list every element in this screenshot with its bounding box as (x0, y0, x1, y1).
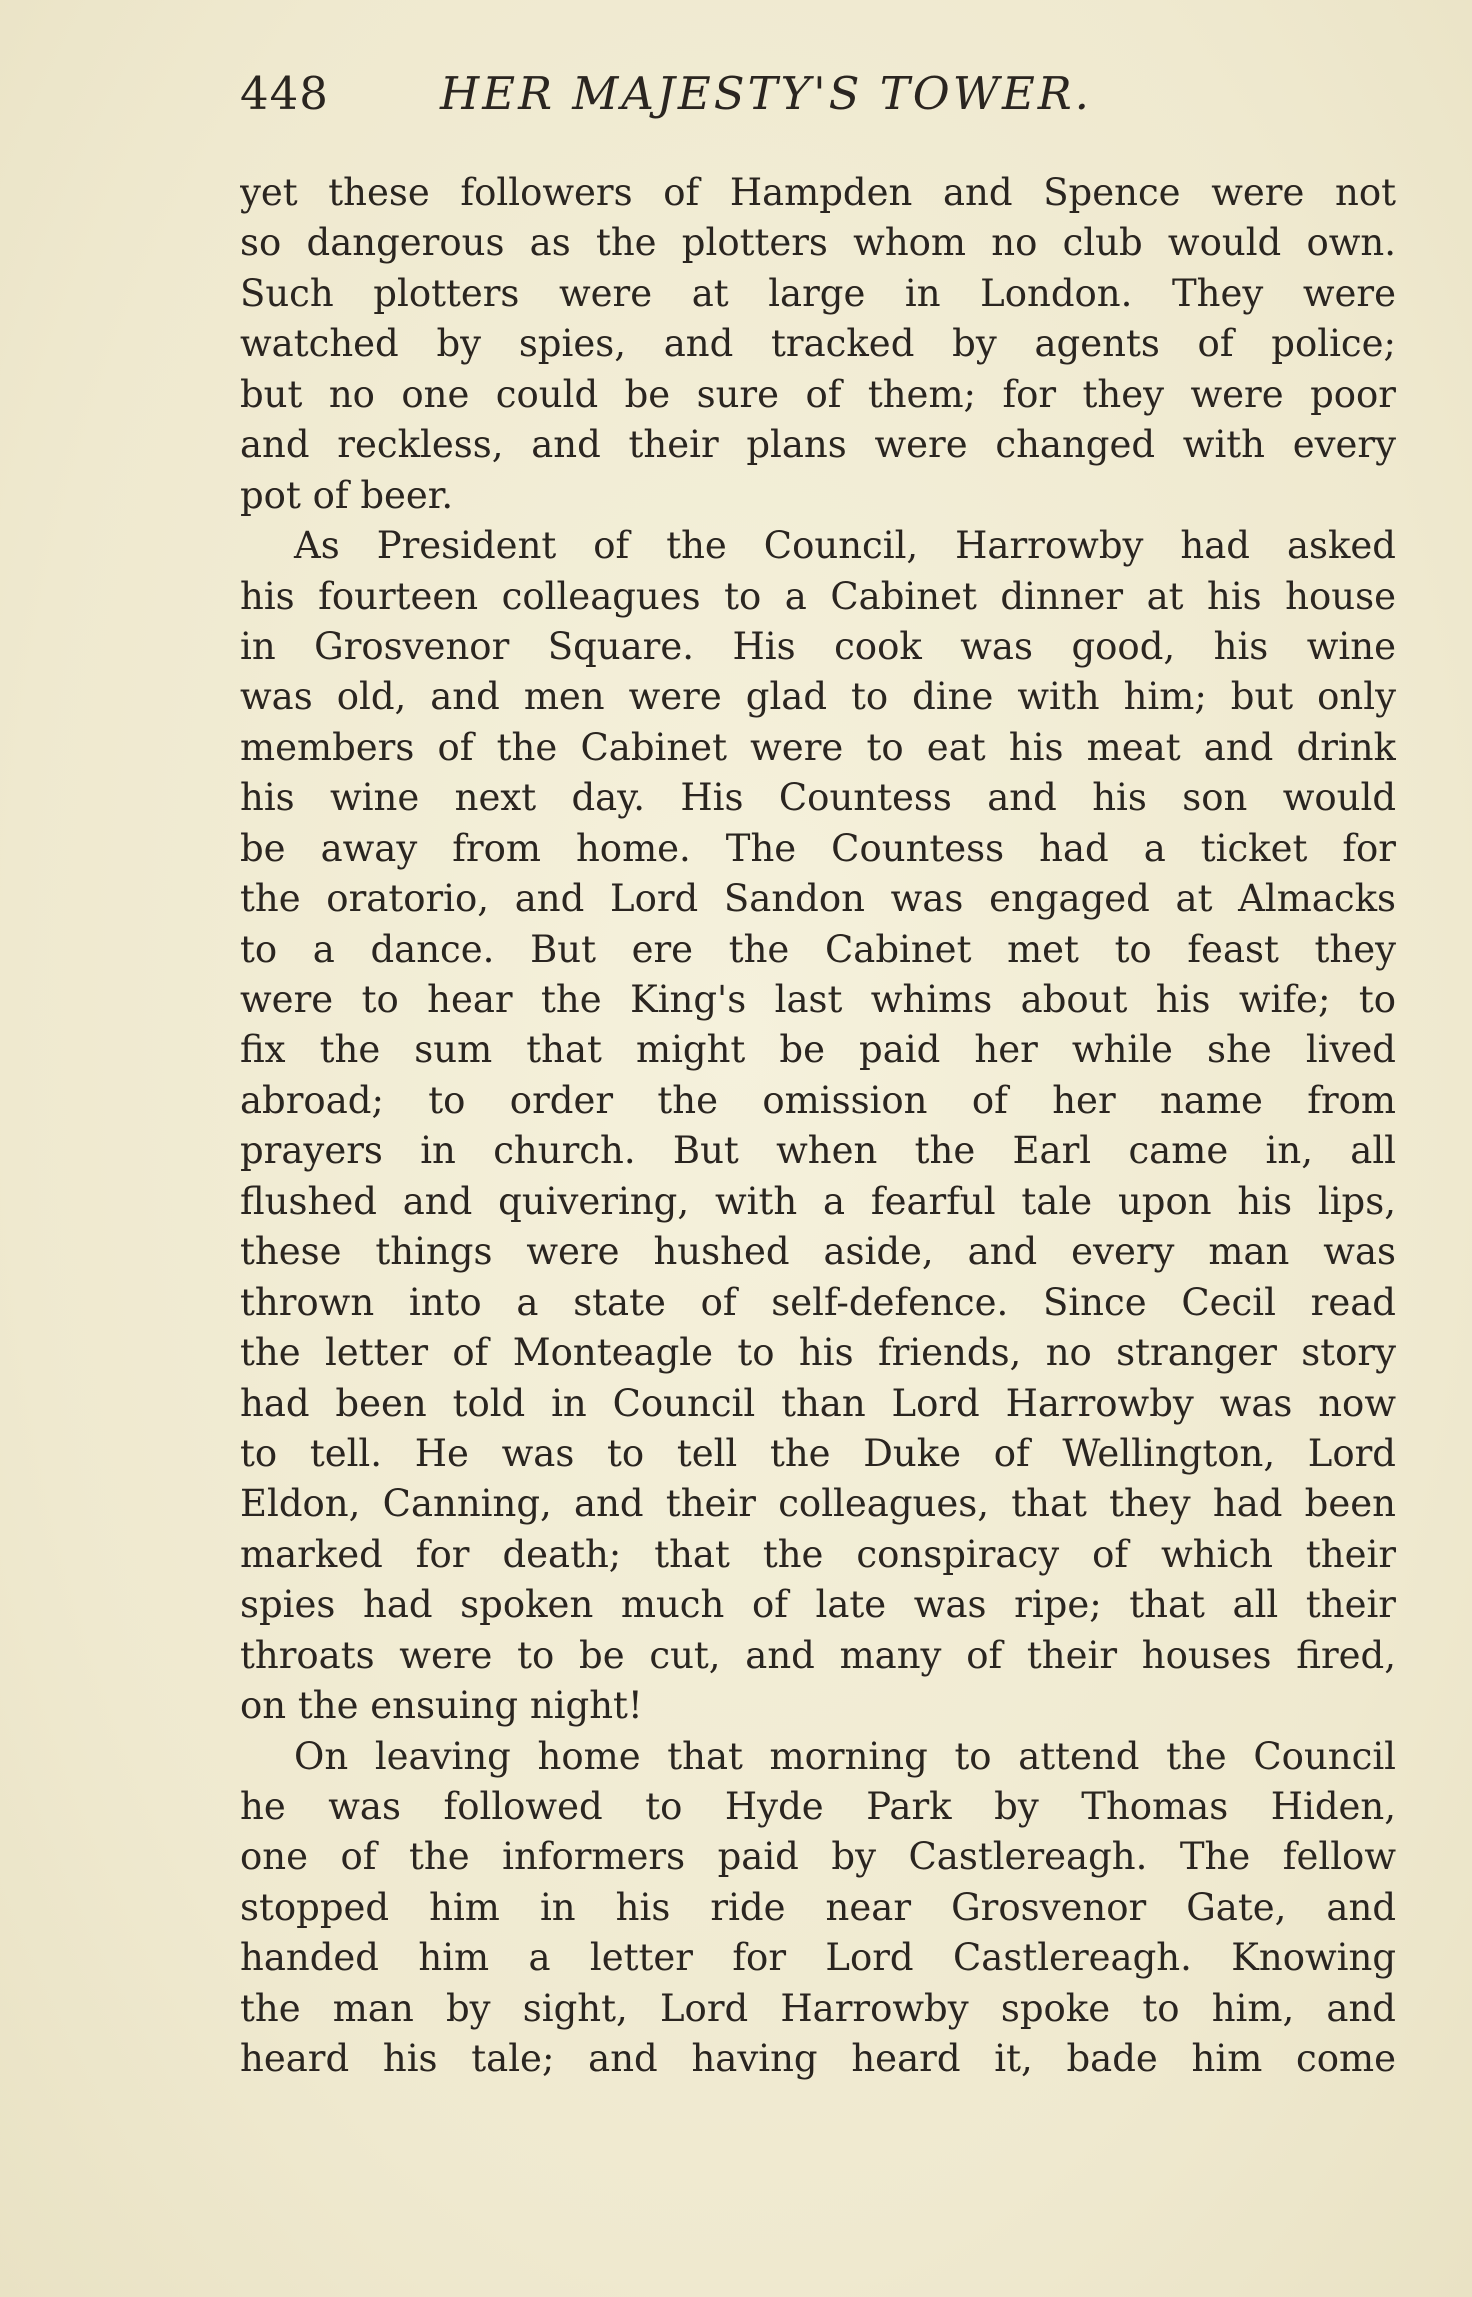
text-line: spies had spoken much of late was ripe; that all their (240, 1583, 1396, 1627)
body-text (240, 168, 1396, 2085)
text-line: the man by sight, Lord Harrowby spoke to him, and (240, 1986, 1396, 2030)
text-line: yet these followers of Hampden and Spence were not (240, 171, 1396, 214)
text-line: had been told in Council than Lord Harrowby was now (240, 1381, 1396, 1425)
text-line: were to hear the King's last whims about his wife; to (240, 978, 1396, 1021)
text-line: on the ensuing night! (240, 1684, 643, 1728)
text-line: abroad; to order the omission of her name from (240, 1078, 1396, 1122)
text-line: and reckless, and their plans were changed with every (240, 423, 1396, 467)
text-line: the oratorio, and Lord Sandon was engaged at Almacks (240, 877, 1396, 921)
page-number: 448 (240, 67, 329, 120)
text-line: thrown into a state of self-defence. Since Cecil read (240, 1280, 1396, 1324)
text-line: stopped him in his ride near Grosvenor Gate, and (240, 1885, 1396, 1929)
text-line: heard his tale; and having heard it, bade him come (240, 2037, 1396, 2081)
text-line: be away from home. The Countess had a ticket for (240, 826, 1396, 870)
text-line: to a dance. But ere the Cabinet met to feast they (240, 927, 1396, 971)
text-line: was old, and men were glad to dine with him; but only (240, 675, 1396, 719)
text-line: prayers in church. But when the Earl came in, all (240, 1129, 1396, 1173)
text-line: watched by spies, and tracked by agents of police; (240, 322, 1396, 366)
text-line: his wine next day. His Countess and his son would (240, 776, 1396, 820)
text-line: flushed and quivering, with a fearful tale upon his lips, (240, 1179, 1396, 1223)
text-line: members of the Cabinet were to eat his meat and drink (240, 725, 1396, 769)
text-line: to tell. He was to tell the Duke of Wellington, Lord (240, 1431, 1396, 1475)
text-line: so dangerous as the plotters whom no club would own. (240, 221, 1396, 265)
running-title: HER MAJESTY'S TOWER. (440, 67, 1092, 120)
text-line: pot of beer. (240, 473, 454, 517)
text-line: the letter of Monteagle to his friends, no stranger story (240, 1331, 1396, 1375)
text-line: throats were to be cut, and many of their houses fired, (240, 1633, 1396, 1677)
page-header (240, 64, 1240, 124)
paragraph-start-line: As President of the Council, Harrowby had asked (294, 524, 1396, 568)
text-line: handed him a letter for Lord Castlereagh. Knowing (240, 1936, 1396, 1980)
text-line: these things were hushed aside, and every man was (240, 1230, 1396, 1274)
text-line: Such plotters were at large in London. They were (240, 271, 1396, 315)
paragraph-start-line: On leaving home that morning to attend the Council (294, 1734, 1396, 1778)
text-line: fix the sum that might be paid her while she lived (240, 1028, 1396, 1072)
text-line: his fourteen colleagues to a Cabinet dinner at his house (240, 574, 1396, 618)
text-line: marked for death; that the conspiracy of which their (240, 1532, 1396, 1576)
text-line: he was followed to Hyde Park by Thomas Hiden, (240, 1785, 1396, 1828)
text-line: Eldon, Canning, and their colleagues, that they had been (240, 1482, 1396, 1526)
text-line: one of the informers paid by Castlereagh. The fellow (240, 1835, 1396, 1879)
text-line: but no one could be sure of them; for they were poor (240, 372, 1396, 416)
text-line: in Grosvenor Square. His cook was good, his wine (240, 624, 1396, 668)
